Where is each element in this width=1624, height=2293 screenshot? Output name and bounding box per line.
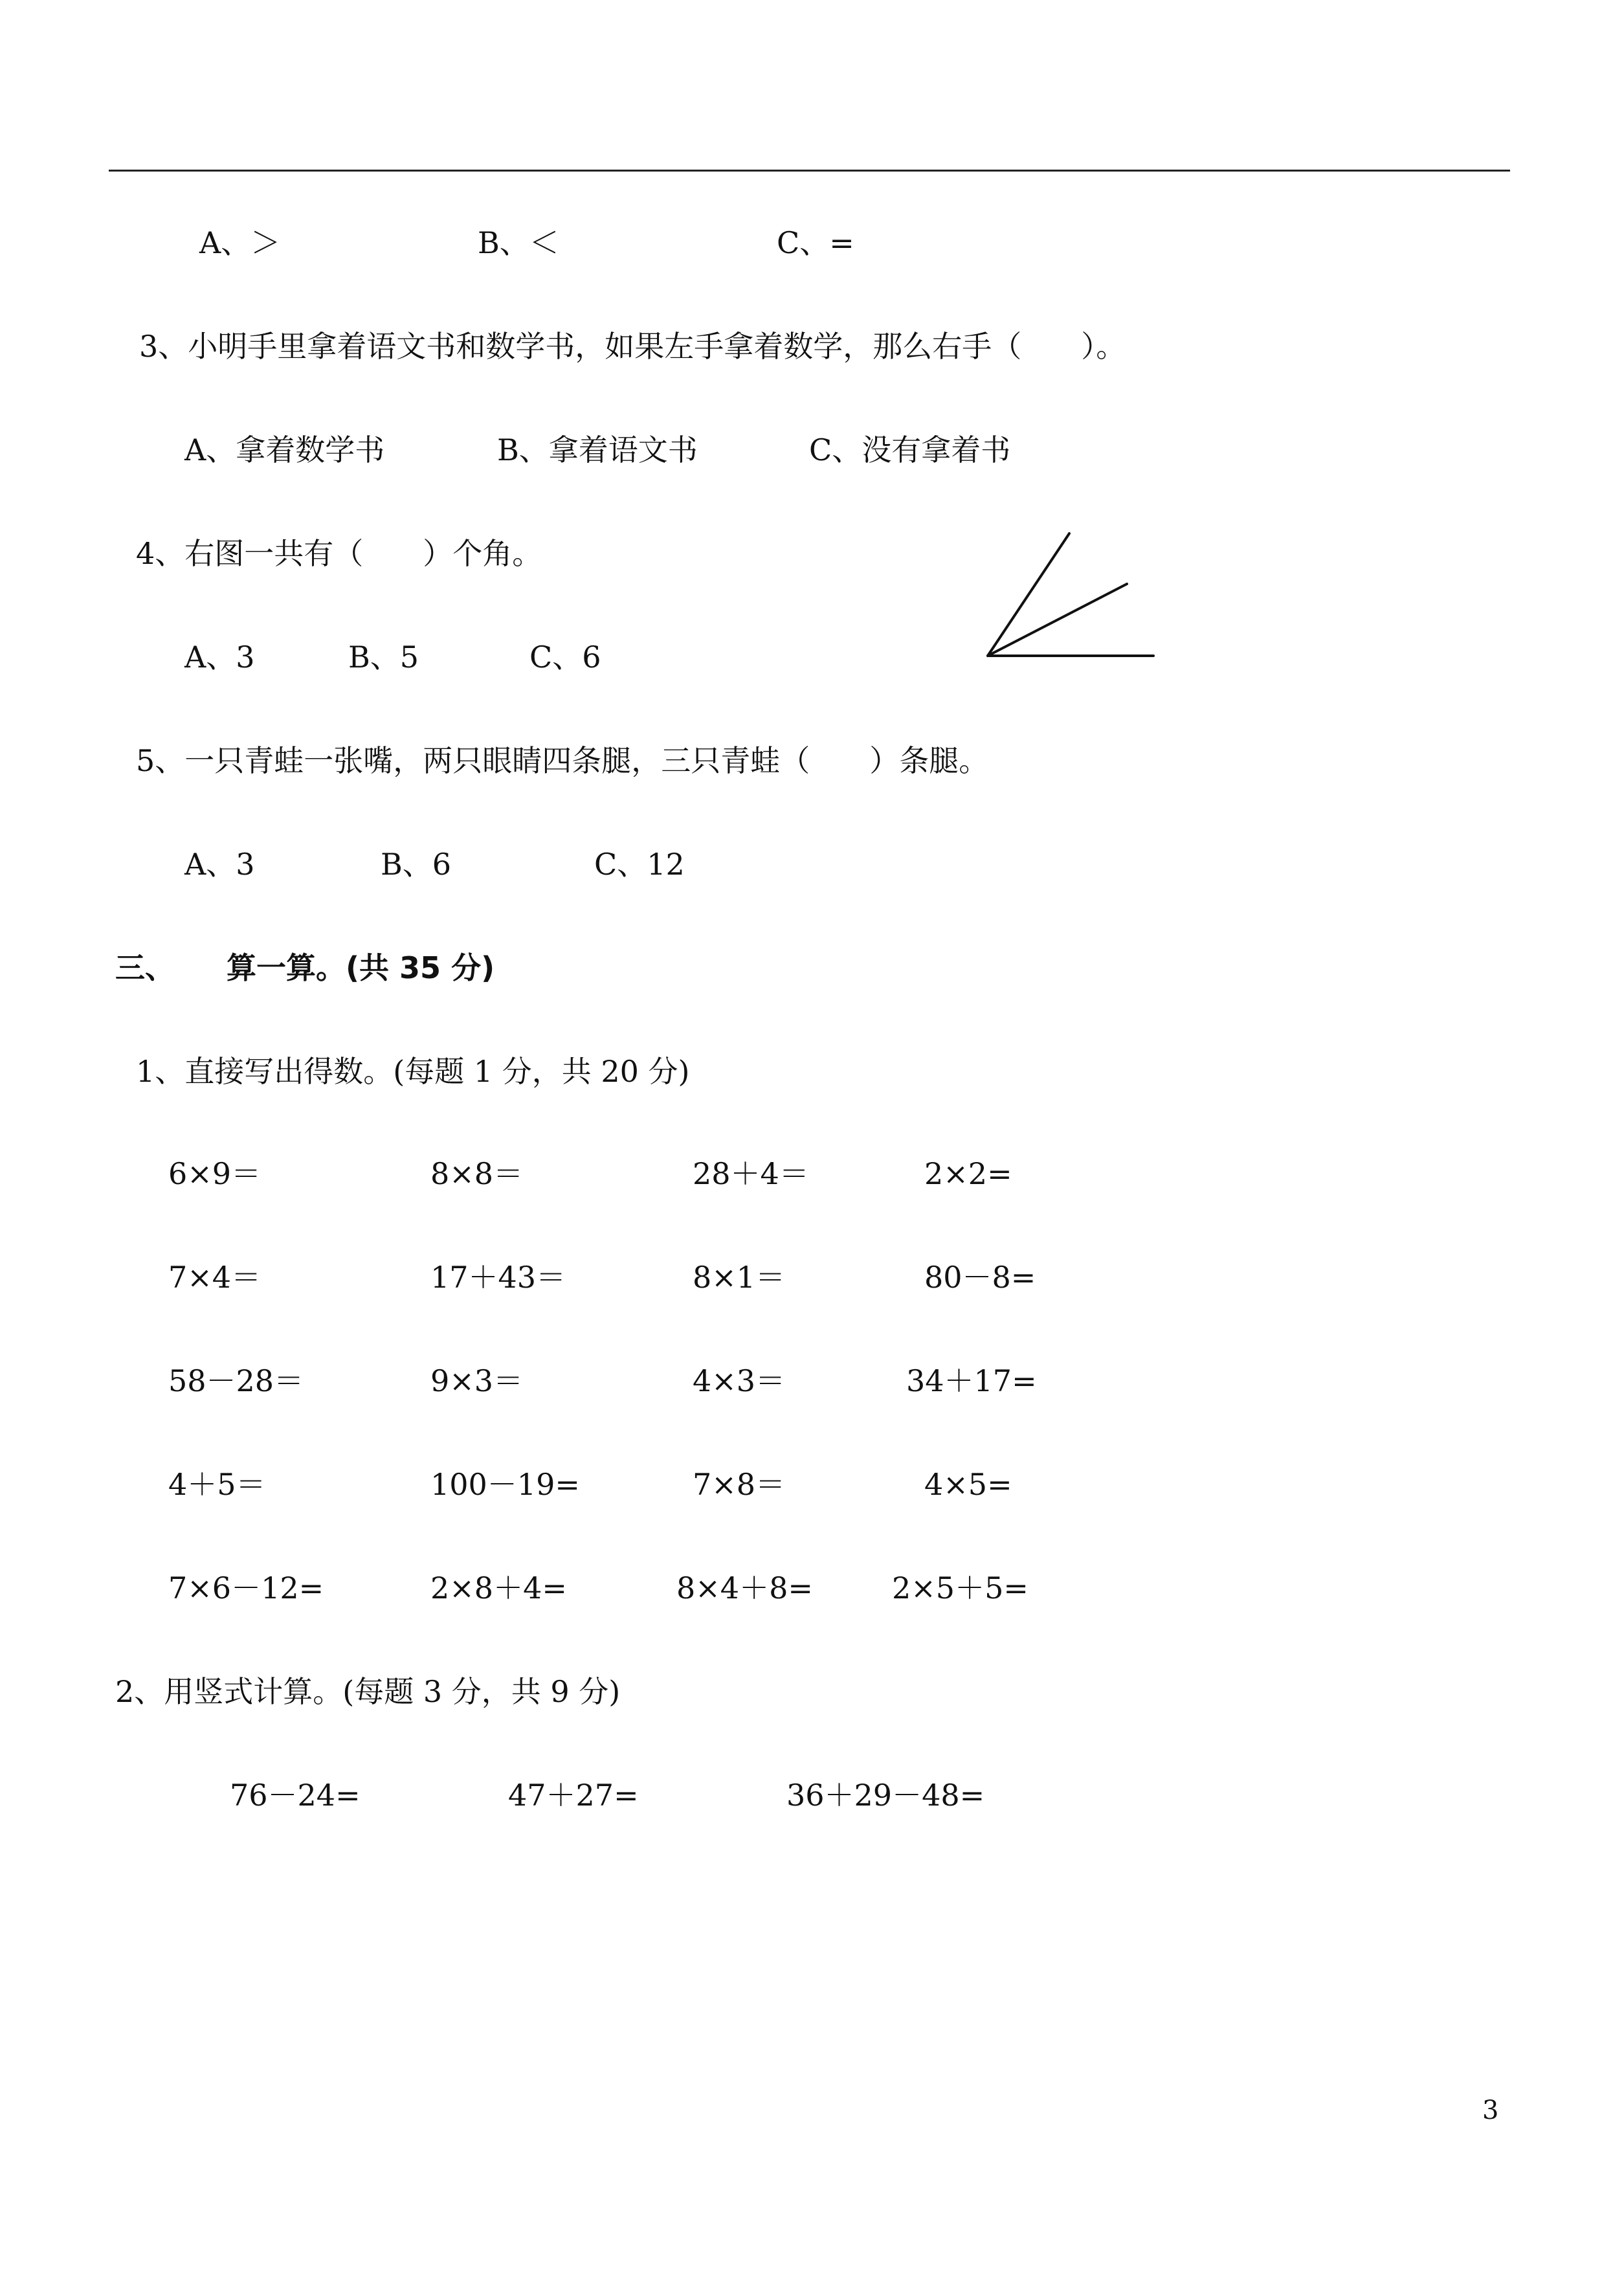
calc-item: 9×3＝ (430, 1363, 524, 1398)
calc-item: 28＋4＝ (693, 1156, 809, 1191)
q2-option-b: B、＜ (478, 225, 559, 260)
calc-item: 2×2= (924, 1156, 1012, 1191)
q3-option-a: A、拿着数学书 (184, 432, 385, 467)
q5-option-b: B、6 (381, 847, 452, 882)
calc-item: 2×8＋4= (430, 1571, 567, 1605)
vertical-calc-item: 47＋27= (508, 1778, 639, 1813)
q5-option-a: A、3 (184, 847, 255, 882)
calc-item: 4×5= (924, 1467, 1012, 1502)
calc-item: 7×4＝ (168, 1260, 261, 1295)
q2-option-c: C、= (777, 225, 854, 260)
calc-item: 6×9＝ (168, 1156, 261, 1191)
vertical-calc-item: 76－24= (230, 1778, 361, 1813)
calc-item: 8×4＋8= (676, 1571, 813, 1605)
calc-item: 8×1＝ (693, 1260, 786, 1295)
q4-stem: 4、右图一共有（ ）个角。 (136, 536, 542, 571)
calc-item: 100－19= (430, 1467, 580, 1502)
section3-number: 三、 (115, 950, 175, 985)
angle-figure (971, 528, 1165, 673)
q4-option-a: A、3 (184, 640, 255, 675)
calc-item: 80－8= (924, 1260, 1036, 1295)
calc-item: 17＋43＝ (430, 1260, 566, 1295)
section3-title: 算一算。(共 35 分) (227, 950, 495, 985)
q4-option-b: B、5 (348, 640, 419, 675)
q2-option-a: A、＞ (199, 225, 281, 260)
q5-option-c: C、12 (594, 847, 685, 882)
calc-item: 58－28＝ (168, 1363, 304, 1398)
q3-option-c: C、没有拿着书 (809, 432, 1011, 467)
calc-item: 4＋5＝ (168, 1467, 266, 1502)
part1-title: 1、直接写出得数。(每题 1 分，共 20 分) (136, 1054, 690, 1089)
q3-option-b: B、拿着语文书 (497, 432, 698, 467)
header-rule (109, 170, 1510, 172)
q4-option-c: C、6 (529, 640, 601, 675)
calc-item: 8×8＝ (430, 1156, 524, 1191)
calc-item: 4×3＝ (693, 1363, 786, 1398)
part2-title: 2、用竖式计算。(每题 3 分，共 9 分) (115, 1674, 621, 1709)
page-number: 3 (1482, 2096, 1499, 2125)
calc-item: 2×5＋5= (892, 1571, 1029, 1605)
q3-stem: 3、小明手里拿着语文书和数学书，如果左手拿着数学，那么右手（ ）。 (139, 329, 1126, 364)
calc-item: 34＋17= (906, 1363, 1037, 1398)
vertical-calc-item: 36＋29－48= (786, 1778, 985, 1813)
q5-stem: 5、一只青蛙一张嘴，两只眼睛四条腿，三只青蛙（ ）条腿。 (136, 743, 989, 778)
calc-item: 7×6－12= (168, 1571, 324, 1605)
calc-item: 7×8＝ (693, 1467, 786, 1502)
